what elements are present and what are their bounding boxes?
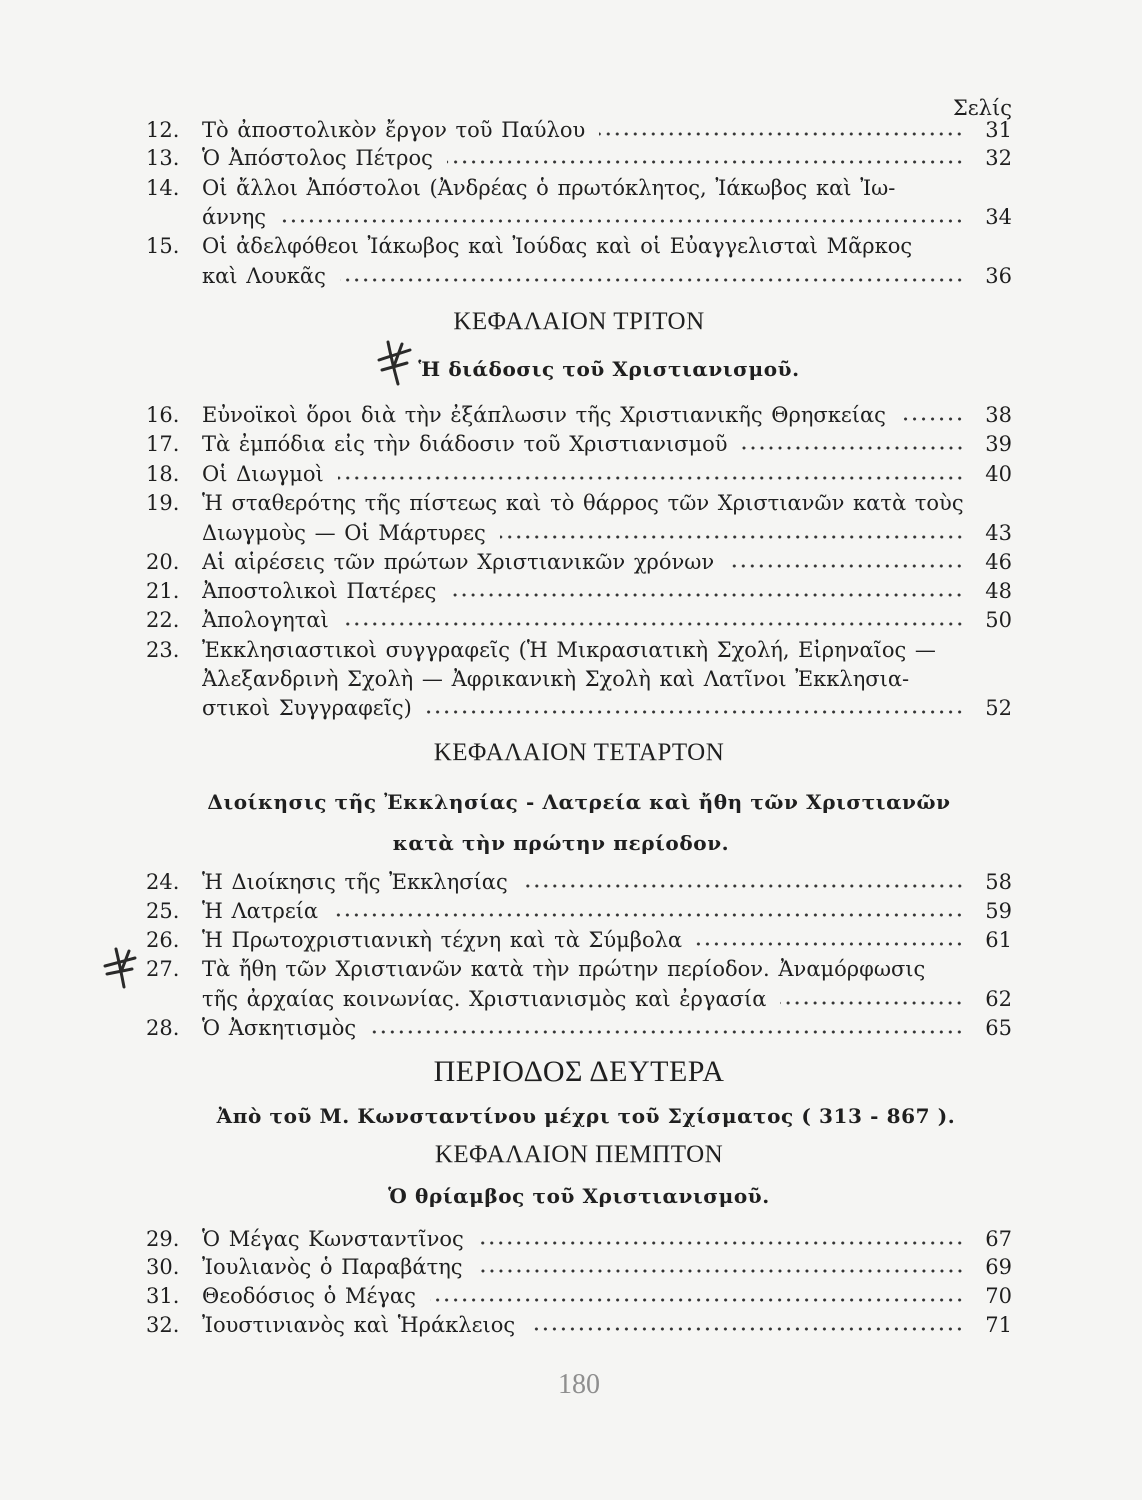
toc-entry-31 — [146, 1282, 1012, 1310]
toc-entry-19 — [146, 489, 1012, 517]
chapter-3-heading: ΚΕΦΑΛΑΙΟΝ ΤΡΙΤΟΝ — [453, 308, 705, 335]
entry-title: Ἡ Διοίκησις τῆς Ἐκκλησίας — [202, 870, 508, 894]
chapter-4-subtitle-line-2: κατὰ τὴν πρώτην περίοδον. — [392, 831, 730, 855]
leader-dots — [477, 1268, 964, 1274]
entry-title-continued: καὶ Λουκᾶς — [202, 264, 326, 288]
toc-entry-16 — [146, 401, 1012, 429]
entry-title: Ὁ Μέγας Κωνσταντῖνος — [202, 1227, 464, 1251]
toc-entry-28 — [146, 1014, 1012, 1042]
entry-title-continued: Διωγμοὺς — Οἱ Μάρτυρες — [202, 521, 486, 545]
leader-dots — [338, 475, 964, 481]
entry-title: Ὁ Ἀσκητισμὸς — [202, 1016, 357, 1040]
entry-title: Ἀπολογηταὶ — [202, 608, 329, 632]
entry-number: 27. — [146, 957, 180, 981]
entry-page-number: 43 — [985, 521, 1012, 545]
entry-title: Ὁ Ἀπόστολος Πέτρος — [202, 146, 433, 170]
entry-number: 16. — [146, 403, 180, 427]
entry-title: Ἀποστολικοὶ Πατέρες — [202, 579, 437, 603]
entry-title: Ἰουστινιανὸς καὶ Ἡράκλειος — [202, 1313, 516, 1337]
toc-entry-25 — [146, 897, 1012, 925]
entry-page-number: 52 — [985, 696, 1012, 720]
chapter-5-subtitle: Ὁ θρίαμβος τοῦ Χριστιανισμοῦ. — [388, 1184, 770, 1208]
toc-entry-27 — [146, 955, 1012, 983]
entry-title-continued: στικοὶ Συγγραφεῖς) — [202, 696, 412, 720]
entry-number: 17. — [146, 432, 180, 456]
leader-dots — [728, 563, 964, 569]
entry-title: Ἡ Λατρεία — [202, 899, 319, 923]
toc-entry-17 — [146, 430, 1012, 458]
leader-dots — [370, 1029, 964, 1035]
entry-page-number: 40 — [985, 462, 1012, 486]
leader-dots — [522, 883, 964, 889]
leader-dots — [430, 1297, 964, 1303]
toc-entry-13 — [146, 144, 1012, 172]
entry-number: 21. — [146, 579, 180, 603]
leader-dots — [343, 621, 964, 627]
handwritten-mark-icon — [102, 946, 140, 990]
entry-page-number: 32 — [985, 146, 1012, 170]
entry-title: Ἡ Πρωτοχριστιανικὴ τέχνη καὶ τὰ Σύμβολα — [202, 928, 683, 952]
entry-number: 19. — [146, 491, 180, 515]
entry-number: 25. — [146, 899, 180, 923]
entry-page-number: 38 — [985, 403, 1012, 427]
leader-dots — [900, 416, 964, 422]
page-column-label: Σελίς — [952, 96, 1012, 120]
entry-number: 12. — [146, 118, 180, 142]
leader-dots — [500, 534, 964, 540]
entry-page-number: 50 — [985, 608, 1012, 632]
toc-entry-15 — [146, 232, 1012, 260]
toc-entry-14 — [146, 174, 1012, 202]
entry-page-number: 65 — [985, 1016, 1012, 1040]
leader-dots — [780, 1000, 964, 1006]
toc-entry-30 — [146, 1253, 1012, 1281]
page-number: 180 — [558, 1369, 600, 1400]
toc-entry-24 — [146, 868, 1012, 896]
toc-entry-23 — [146, 636, 1012, 664]
period-2-subtitle: Ἀπὸ τοῦ Μ. Κωνσταντίνου μέχρι τοῦ Σχίσματος ( 313 - 867 ). — [216, 1104, 956, 1128]
toc-entry-14-continued — [146, 203, 1012, 231]
leader-dots — [696, 941, 964, 947]
toc-entry-23-continued-2 — [146, 694, 1012, 722]
entry-page-number: 67 — [985, 1227, 1012, 1251]
leader-dots — [280, 218, 964, 224]
entry-number: 15. — [146, 234, 180, 258]
chapter-4-heading: ΚΕΦΑΛΑΙΟΝ ΤΕΤΑΡΤΟΝ — [433, 739, 725, 766]
entry-title: Ἰουλιανὸς ὁ Παραβάτης — [202, 1255, 463, 1279]
entry-number: 18. — [146, 462, 180, 486]
entry-title-continued: Ἀλεξανδρινὴ Σχολὴ — Ἀφρικανικὴ Σχολὴ καὶ Λατῖνοι Ἐκκλησια- — [202, 667, 910, 691]
toc-entry-29 — [146, 1225, 1012, 1253]
entry-number: 32. — [146, 1313, 180, 1337]
entry-number: 20. — [146, 550, 180, 574]
entry-number: 14. — [146, 176, 180, 200]
period-2-heading: ΠΕΡΙΟΔΟΣ ΔΕΥΤΕΡΑ — [433, 1055, 725, 1088]
entry-number: 28. — [146, 1016, 180, 1040]
toc-entry-15-continued — [146, 262, 1012, 290]
entry-page-number: 36 — [985, 264, 1012, 288]
entry-number: 23. — [146, 638, 180, 662]
toc-entry-32 — [146, 1311, 1012, 1339]
entry-title: Αἱ αἱρέσεις τῶν πρώτων Χριστιανικῶν χρόνων — [202, 550, 715, 574]
toc-entry-12 — [146, 116, 1012, 144]
entry-title-continued: άννης — [202, 205, 267, 229]
entry-title: Θεοδόσιος ὁ Μέγας — [202, 1284, 416, 1308]
entry-page-number: 59 — [985, 899, 1012, 923]
entry-number: 24. — [146, 870, 180, 894]
entry-page-number: 31 — [985, 118, 1012, 142]
toc-entry-18 — [146, 460, 1012, 488]
entry-title: Εὐνοϊκοὶ ὅροι διὰ τὴν ἐξάπλωσιν τῆς Χριστιανικῆς Θρησκείας — [202, 403, 886, 427]
entry-title: Τὰ ἤθη τῶν Χριστιανῶν κατὰ τὴν πρώτην περίοδον. Ἀναμόρφωσις — [202, 957, 926, 981]
entry-number: 22. — [146, 608, 180, 632]
entry-title: Οἱ Διωγμοὶ — [202, 462, 324, 486]
entry-page-number: 61 — [985, 928, 1012, 952]
toc-entry-19-continued — [146, 519, 1012, 547]
entry-title-continued: τῆς ἀρχαίας κοινωνίας. Χριστιανισμὸς καὶ ἐργασία — [202, 987, 767, 1011]
entry-page-number: 48 — [985, 579, 1012, 603]
leader-dots — [450, 592, 964, 598]
toc-entry-22 — [146, 606, 1012, 634]
toc-entry-27-continued — [146, 985, 1012, 1013]
entry-page-number: 70 — [985, 1284, 1012, 1308]
leader-dots — [478, 1240, 964, 1246]
toc-entry-20 — [146, 548, 1012, 576]
entry-page-number: 69 — [985, 1255, 1012, 1279]
leader-dots — [332, 912, 964, 918]
leader-dots — [742, 445, 965, 451]
toc-entry-23-continued — [146, 665, 1012, 693]
entry-number: 29. — [146, 1227, 180, 1251]
entry-page-number: 62 — [985, 987, 1012, 1011]
chapter-4-subtitle-line-1: Διοίκησις τῆς Ἐκκλησίας - Λατρεία καὶ ἤθη τῶν Χριστιανῶν — [207, 790, 951, 814]
entry-title: Τὰ ἐμπόδια εἰς τὴν διάδοσιν τοῦ Χριστιανισμοῦ — [202, 432, 728, 456]
entry-title: Ἡ σταθερότης τῆς πίστεως καὶ τὸ θάρρος τῶν Χριστιανῶν κατὰ τοὺς — [202, 491, 964, 515]
leader-dots — [340, 277, 964, 283]
entry-page-number: 34 — [985, 205, 1012, 229]
entry-page-number: 46 — [985, 550, 1012, 574]
toc-entry-26 — [146, 926, 1012, 954]
chapter-3-subtitle: Ἡ διάδοσις τοῦ Χριστιανισμοῦ. — [418, 357, 800, 381]
leader-dots — [426, 709, 964, 715]
entry-title: Οἱ ἀδελφόθεοι Ἰάκωβος καὶ Ἰούδας καὶ οἱ Εὐαγγελισταὶ Μᾶρκος — [202, 234, 913, 258]
entry-number: 26. — [146, 928, 180, 952]
chapter-5-heading: ΚΕΦΑΛΑΙΟΝ ΠΕΜΠΤΟΝ — [434, 1141, 724, 1168]
leader-dots — [599, 131, 964, 137]
entry-number: 30. — [146, 1255, 180, 1279]
leader-dots — [447, 159, 964, 165]
entry-number: 31. — [146, 1284, 180, 1308]
entry-title: Τὸ ἀποστολικὸν ἔργον τοῦ Παύλου — [202, 118, 586, 142]
entry-page-number: 39 — [985, 432, 1012, 456]
toc-entry-21 — [146, 577, 1012, 605]
entry-title: Ἐκκλησιαστικοὶ συγγραφεῖς (Ἡ Μικρασιατικὴ Σχολή, Εἰρηναῖος — — [202, 638, 936, 662]
entry-page-number: 58 — [985, 870, 1012, 894]
entry-page-number: 71 — [985, 1313, 1012, 1337]
entry-title: Οἱ ἄλλοι Ἀπόστολοι (Ἀνδρέας ὁ πρωτόκλητος, Ἰάκωβος καὶ Ἰω- — [202, 176, 896, 200]
entry-number: 13. — [146, 146, 180, 170]
leader-dots — [529, 1326, 964, 1332]
